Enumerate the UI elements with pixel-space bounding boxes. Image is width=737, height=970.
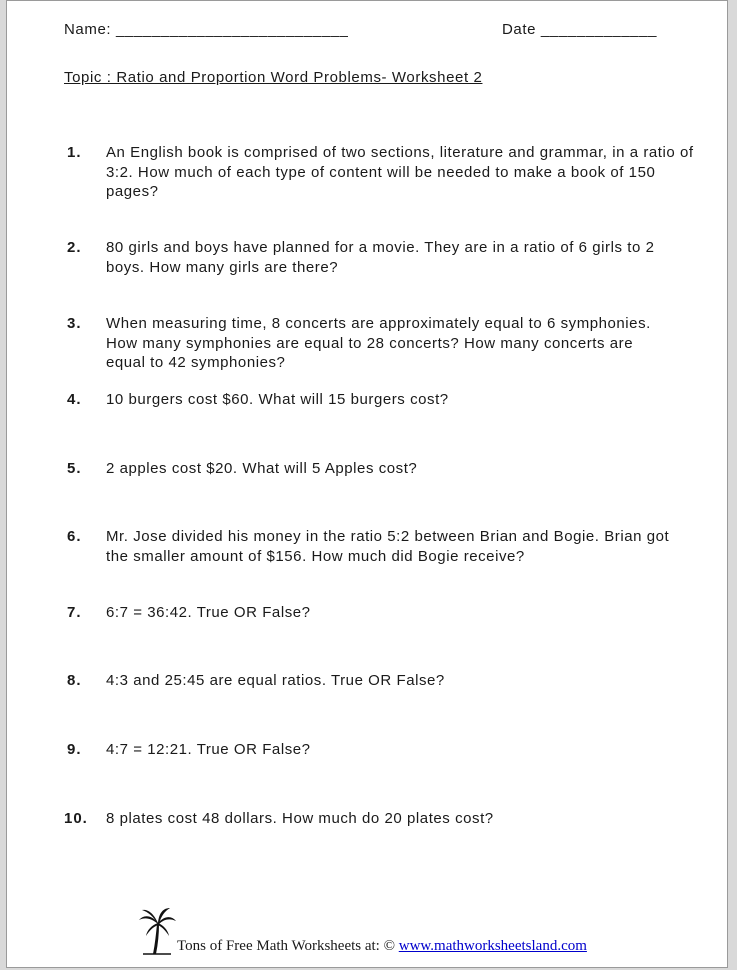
- question-number-9: 9.: [67, 741, 82, 758]
- question-text-10: 8 plates cost 48 dollars. How much do 20 plates cost?: [106, 810, 494, 827]
- question-number-2: 2.: [67, 239, 82, 256]
- question-text-5: 2 apples cost $20. What will 5 Apples cost?: [106, 460, 418, 477]
- question-number-8: 8.: [67, 672, 82, 689]
- question-number-4: 4.: [67, 391, 82, 408]
- question-text-3: When measuring time, 8 concerts are approximately equal to 6 symphonies. How many symphonies are equal to 28 concerts? How many concerts are equal to 42 symphonies?: [106, 315, 651, 371]
- question-text-8: 4:3 and 25:45 are equal ratios. True OR False?: [106, 672, 445, 689]
- footer-credit: [177, 938, 587, 955]
- question-text-6: Mr. Jose divided his money in the ratio 5:2 between Brian and Bogie. Brian got the smaller amount of $156. How much did Bogie receive?: [106, 528, 670, 565]
- question-text-7: 6:7 = 36:42. True OR False?: [106, 604, 311, 621]
- worksheet-topic: Topic : Ratio and Proportion Word Problems- Worksheet 2: [64, 69, 483, 86]
- question-text-1: An English book is comprised of two sections, literature and grammar, in a ratio of 3:2. How much of each type of content will be needed to make a book of 150 pages?: [106, 144, 694, 200]
- footer-text: Tons of Free Math Worksheets at: ©: [177, 938, 395, 954]
- question-number-1: 1.: [67, 144, 82, 161]
- question-text-4: 10 burgers cost $60. What will 15 burgers cost?: [106, 391, 449, 408]
- worksheet-page: [6, 0, 728, 968]
- date-field-label: Date _____________: [502, 21, 658, 38]
- palm-tree-icon: [137, 906, 177, 956]
- question-number-3: 3.: [67, 315, 82, 332]
- question-text-2: 80 girls and boys have planned for a movie. They are in a ratio of 6 girls to 2 boys. How many girls are there?: [106, 239, 655, 276]
- footer-website-link[interactable]: www.mathworksheetsland.com: [398, 938, 587, 954]
- question-text-9: 4:7 = 12:21. True OR False?: [106, 741, 311, 758]
- question-number-6: 6.: [67, 528, 82, 545]
- name-field-label: Name: __________________________: [64, 21, 349, 38]
- question-number-7: 7.: [67, 604, 82, 621]
- question-number-10: 10.: [64, 810, 88, 827]
- question-number-5: 5.: [67, 460, 82, 477]
